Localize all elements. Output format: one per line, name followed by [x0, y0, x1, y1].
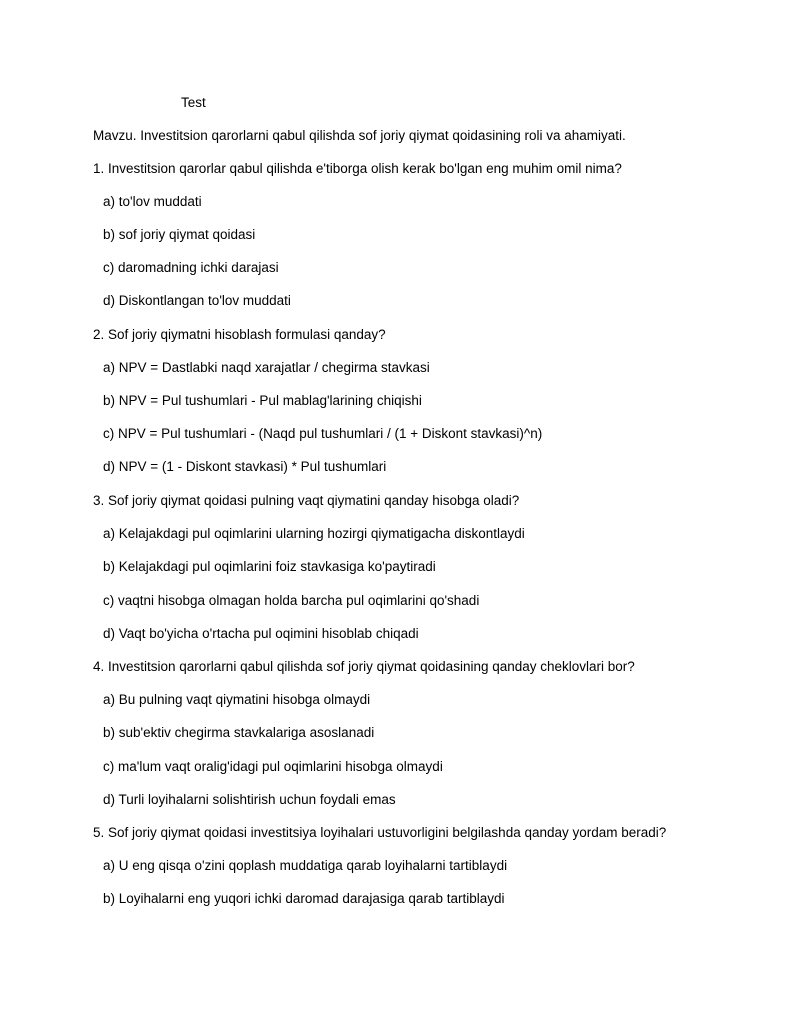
question-1-option-c: c) daromadning ichki darajasi — [103, 260, 279, 275]
question-1-option-b: b) sof joriy qiymat qoidasi — [103, 227, 256, 242]
question-1-option-d: d) Diskontlangan to'lov muddati — [103, 293, 291, 308]
question-5-option-a: a) U eng qisqa o'zini qoplash muddatiga qarab loyihalarni tartiblaydi — [103, 858, 508, 873]
question-3-option-c: c) vaqtni hisobga olmagan holda barcha pul oqimlarini qo'shadi — [103, 593, 480, 608]
question-1-option-a: a) to'lov muddati — [103, 194, 202, 209]
question-4-option-d: d) Turli loyihalarni solishtirish uchun foydali emas — [103, 792, 396, 807]
question-4-option-a: a) Bu pulning vaqt qiymatini hisobga olmaydi — [103, 692, 371, 707]
question-2-option-c: c) NPV = Pul tushumlari - (Naqd pul tushumlari / (1 + Diskont stavkasi)^n) — [103, 426, 543, 441]
question-4-option-b: b) sub'ektiv chegirma stavkalariga asoslanadi — [103, 725, 375, 740]
question-1: 1. Investitsion qarorlar qabul qilishda e'tiborga olish kerak bo'lgan eng muhim omil nima? — [93, 161, 622, 176]
document-title: Test — [181, 95, 206, 110]
question-4: 4. Investitsion qarorlarni qabul qilishda sof joriy qiymat qoidasining qanday cheklovlari bor? — [93, 659, 635, 674]
question-3: 3. Sof joriy qiymat qoidasi pulning vaqt qiymatini qanday hisobga oladi? — [93, 493, 520, 508]
question-2-option-a: a) NPV = Dastlabki naqd xarajatlar / chegirma stavkasi — [103, 360, 430, 375]
question-3-option-b: b) Kelajakdagi pul oqimlarini foiz stavkasiga ko'paytiradi — [103, 559, 436, 574]
question-2-option-d: d) NPV = (1 - Diskont stavkasi) * Pul tushumlari — [103, 459, 387, 474]
question-2-option-b: b) NPV = Pul tushumlari - Pul mablag'larining chiqishi — [103, 393, 422, 408]
document-topic: Mavzu. Investitsion qarorlarni qabul qilishda sof joriy qiymat qoidasining roli va ahamiyati. — [93, 128, 626, 143]
question-2: 2. Sof joriy qiymatni hisoblash formulasi qanday? — [93, 327, 386, 342]
question-5: 5. Sof joriy qiymat qoidasi investitsiya loyihalari ustuvorligini belgilashda qanday yordam beradi? — [93, 825, 667, 840]
question-3-option-d: d) Vaqt bo'yicha o'rtacha pul oqimini hisoblab chiqadi — [103, 626, 419, 641]
question-3-option-a: a) Kelajakdagi pul oqimlarini ularning hozirgi qiymatigacha diskontlaydi — [103, 526, 525, 541]
question-5-option-b: b) Loyihalarni eng yuqori ichki daromad darajasiga qarab tartiblaydi — [103, 891, 505, 906]
question-4-option-c: c) ma'lum vaqt oralig'idagi pul oqimlarini hisobga olmaydi — [103, 759, 443, 774]
